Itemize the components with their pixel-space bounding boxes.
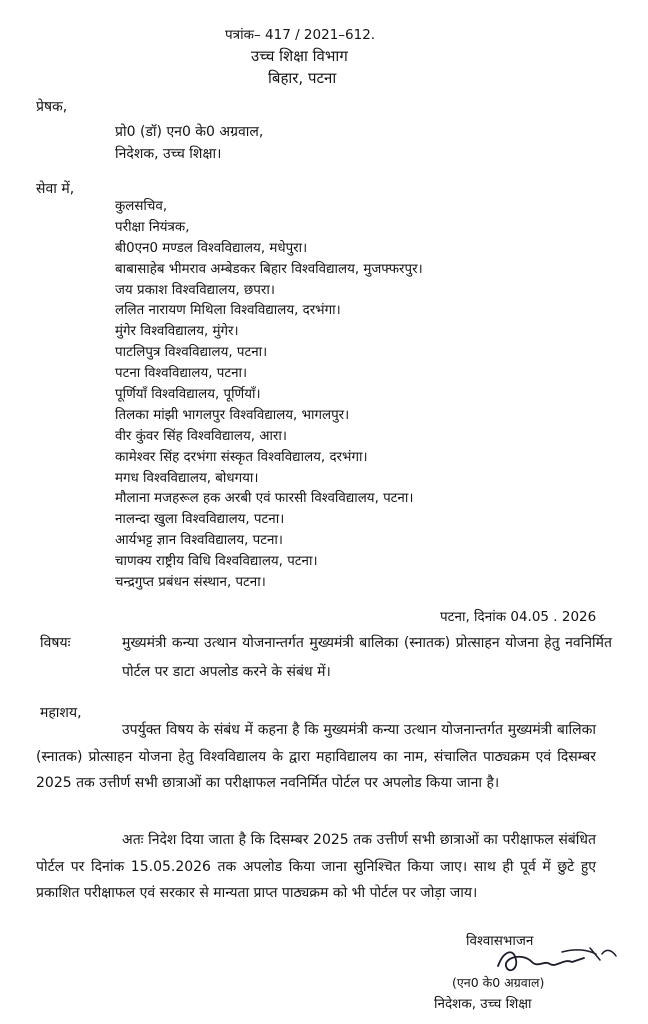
salutation: महाशय, bbox=[40, 705, 82, 721]
recipient-item: ललित नारायण मिथिला विश्वविद्यालय, दरभंगा। bbox=[115, 303, 341, 319]
signatory-designation: निदेशक, उच्च शिक्षा bbox=[434, 996, 532, 1012]
recipient-item: कुलसचिव, bbox=[115, 199, 168, 214]
recipient-item: मौलाना मजहरूल हक अरबी एवं फारसी विश्वविद्यालय, पटना। bbox=[115, 491, 414, 507]
recipient-item: पूर्णियाँ विश्वविद्यालय, पूर्णियाँ। bbox=[115, 387, 261, 403]
reference-number: पत्रांक– 417 / 2021–612. bbox=[225, 27, 376, 43]
recipient-item: पटना विश्वविद्यालय, पटना। bbox=[115, 366, 248, 382]
department-name: उच्च शिक्षा विभाग bbox=[251, 47, 348, 65]
sender-name: प्रो0 (डॉ) एन0 के0 अग्रवाल, bbox=[115, 124, 264, 140]
recipient-item: परीक्षा नियंत्रक, bbox=[115, 219, 190, 235]
recipient-item: जय प्रकाश विश्वविद्यालय, छपरा। bbox=[115, 282, 275, 298]
signatory-name: (एन0 के0 अग्रवाल) bbox=[452, 975, 545, 990]
recipient-item: पाटलिपुत्र विश्वविद्यालय, पटना। bbox=[115, 345, 268, 361]
recipient-item: आर्यभट्ट ज्ञान विश्वविद्यालय, पटना। bbox=[115, 533, 283, 549]
recipient-item: बी0एन0 मण्डल विश्वविद्यालय, मधेपुरा। bbox=[115, 240, 308, 256]
sender-designation: निदेशक, उच्च शिक्षा। bbox=[115, 146, 222, 162]
recipient-item: चाणक्य राष्ट्रीय विधि विश्वविद्यालय, पटना। bbox=[115, 554, 318, 570]
subject-text: मुख्यमंत्री कन्या उत्थान योजनान्तर्गत मुख्यमंत्री बालिका (स्नातक) प्रोत्साहन योजना हेतु नवनिर्मित पोर्टल पर डाटा अपलोड करने के संबंध में। bbox=[122, 635, 612, 680]
recipient-item: बाबासाहेब भीमराव अम्बेडकर बिहार विश्वविद्यालय, मुजफ्फरपुर। bbox=[115, 261, 423, 277]
recipient-list bbox=[115, 197, 423, 594]
recipient-item: मुंगेर विश्वविद्यालय, मुंगेर। bbox=[115, 324, 239, 340]
department-location: बिहार, पटना bbox=[268, 69, 337, 87]
recipient-item: तिलका मांझी भागलपुर विश्वविद्यालय, भागलपुर। bbox=[115, 407, 350, 423]
recipient-item: चन्द्रगुप्त प्रबंधन संस्थान, पटना। bbox=[115, 575, 266, 591]
letter-date: पटना, दिनांक 04.05 . 2026 bbox=[440, 609, 597, 625]
subject-label: विषयः bbox=[40, 635, 71, 651]
recipient-item: वीर कुंवर सिंह विश्वविद्यालय, आरा। bbox=[115, 428, 287, 444]
recipient-item: नालन्दा खुला विश्वविद्यालय, पटना। bbox=[115, 512, 285, 528]
recipients-label: सेवा में, bbox=[36, 181, 75, 197]
recipient-item: मगध विश्वविद्यालय, बोधगया। bbox=[115, 470, 259, 486]
closing-yours-faithfully: विश्वासभाजन bbox=[466, 933, 534, 949]
sender-label: प्रेषक, bbox=[36, 99, 68, 115]
body-paragraph-1: उपर्युक्त विषय के संबंध में कहना है कि मुख्यमंत्री कन्या उत्थान योजनान्तर्गत मुख्यमंत्री बालिका (स्नातक) प्रोत्साहन योजना हेतु विश्वविद्यालय के द्वारा महाविद्यालय का नाम, संचालित पाठ्यक्रम एवं दिसम्बर 2025 तक उत्तीर्ण सभी छात्राओं का परीक्षाफल नवनिर्मित पोर्टल पर अपलोड किया जाना है। bbox=[36, 722, 596, 791]
recipient-item: कामेश्वर सिंह दरभंगा संस्कृत विश्वविद्यालय, दरभंगा। bbox=[115, 449, 368, 465]
body-paragraph-2: अतः निदेश दिया जाता है कि दिसम्बर 2025 तक उत्तीर्ण सभी छात्राओं का परीक्षाफल संबंधित पोर्टल पर दिनांक 15.05.2026 तक अपलोड किया जाना सुनिश्चित किया जाए। साथ ही पूर्व में छुटे हुए प्रकाशित परीक्षाफल एवं सरकार से मान्यता प्राप्त पाठ्यक्रम को भी पोर्टल पर जोड़ा जाय। bbox=[36, 832, 596, 901]
